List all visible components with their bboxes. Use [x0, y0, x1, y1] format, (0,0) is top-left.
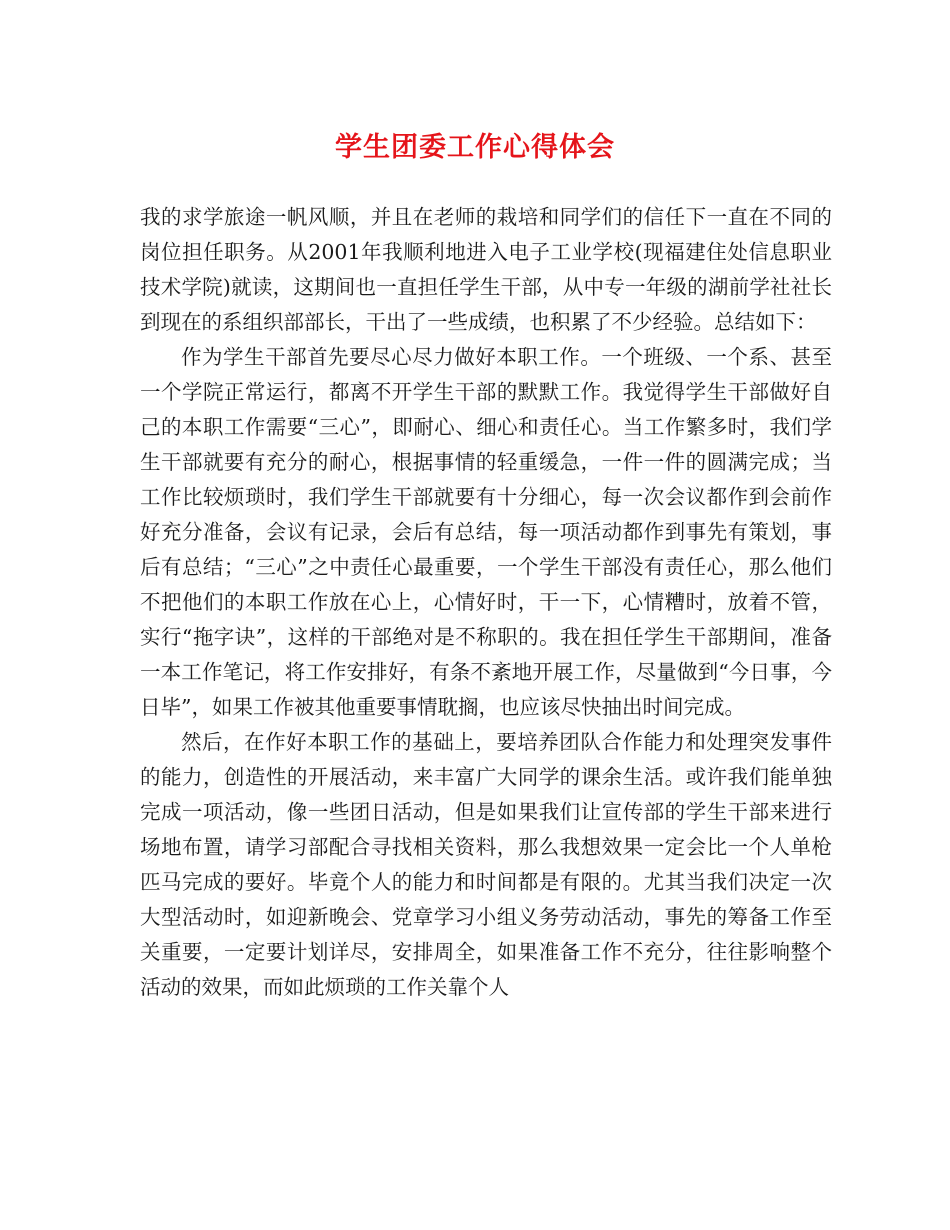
paragraph-2: 作为学生干部首先要尽心尽力做好本职工作。一个班级、一个系、甚至一个学院正常运行，都离不开学生干部的默默工作。我觉得学生干部做好自己的本职工作需要“三心”，即耐心、细心和责任心。当工作繁多时，我们学生干部就要有充分的耐心，根据事情的轻重缓急，一件一件的圆满完成；当工作比较烦琐时，我们学生干部就要有十分细心，每一次会议都作到会前作好充分准备，会议有记录，会后有总结，每一项活动都作到事先有策划，事后有总结；“三心”之中责任心最重要，一个学生干部没有责任心，那么他们不把他们的本职工作放在心上，心情好时，干一下，心情糟时，放着不管，实行“拖字诀”，这样的干部绝对是不称职的。我在担任学生干部期间，准备一本工作笔记，将工作安排好，有条不紊地开展工作，尽量做到“今日事，今日毕”，如果工作被其他重要事情耽搁，也应该尽快抽出时间完成。 [140, 345, 832, 719]
paragraph-1: 我的求学旅途一帆风顺，并且在老师的栽培和同学们的信任下一直在不同的岗位担任职务。从2001年我顺利地进入电子工业学校(现福建住处信息职业技术学院)就读，这期间也一直担任学生干部，从中专一年级的湖前学社社长到现在的系组织部部长，干出了一些成绩，也积累了不少经验。总结如下： [140, 205, 832, 334]
document-title: 学生团委工作心得体会 [335, 132, 615, 163]
document-body [140, 200, 832, 1005]
paragraph-3: 然后，在作好本职工作的基础上，要培养团队合作能力和处理突发事件的能力，创造性的开展活动，来丰富广大同学的课余生活。或许我们能单独完成一项活动，像一些团日活动，但是如果我们让宣传部的学生干部来进行场地布置，请学习部配合寻找相关资料，那么我想效果一定会比一个人单枪匹马完成的要好。毕竟个人的能力和时间都是有限的。尤其当我们决定一次大型活动时，如迎新晚会、党章学习小组义务劳动活动，事先的筹备工作至关重要，一定要计划详尽，安排周全，如果准备工作不充分，往往影响整个活动的效果，而如此烦琐的工作关靠个人 [140, 730, 832, 999]
